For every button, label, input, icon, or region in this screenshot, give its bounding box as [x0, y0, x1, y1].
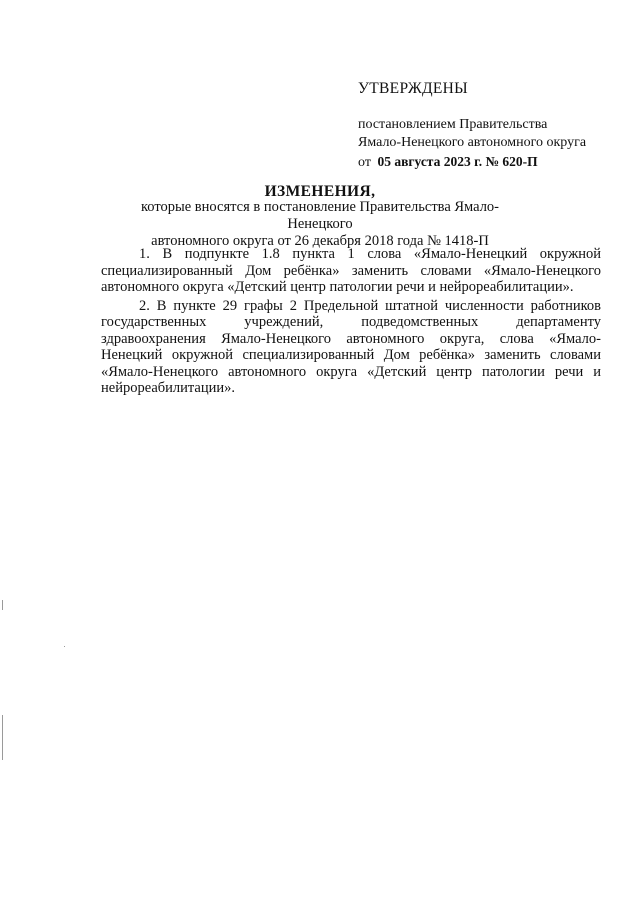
approval-line-2: Ямало-Ненецкого автономного округа — [358, 135, 587, 150]
approval-date — [358, 153, 628, 172]
approval-date-prefix: от — [358, 155, 371, 170]
approval-block — [358, 80, 628, 172]
approval-date-value: 05 августа 2023 г. № 620-П — [377, 154, 538, 169]
paragraph-2: 2. В пункте 29 графы 2 Предельной штатной численности работников государственных учреждений, подведомственных департаменту здравоохранения Ямало-Ненецкого автономного округа, слова «Ямало-Ненецкий окружной специализированный Дом ребёнка» заменить словами «Ямало-Ненецкого автономного округа «Детский центр патологии речи и нейрореабилитации». — [101, 297, 601, 396]
scan-mark — [64, 646, 65, 647]
subtitle-line-1: которые вносятся в постановление Правительства Ямало-Ненецкого — [140, 199, 500, 232]
scan-mark — [2, 715, 3, 760]
subtitle-line-2: автономного округа от 26 декабря 2018 года № 1418-П — [151, 233, 489, 249]
approval-line-1: постановлением Правительства — [358, 117, 548, 132]
paragraph-1: 1. В подпункте 1.8 пункта 1 слова «Ямало-Ненецкий окружной специализированный Дом ребёнка» заменить словами «Ямало-Ненецкого автономного округа «Детский центр патологии речи и нейрореабилитации». — [101, 246, 601, 295]
approved-heading: УТВЕРЖДЕНЫ — [358, 80, 468, 97]
document-subtitle — [120, 199, 520, 250]
document-body — [101, 246, 601, 399]
document-title: ИЗМЕНЕНИЯ, — [264, 183, 376, 200]
scan-mark — [2, 600, 3, 610]
